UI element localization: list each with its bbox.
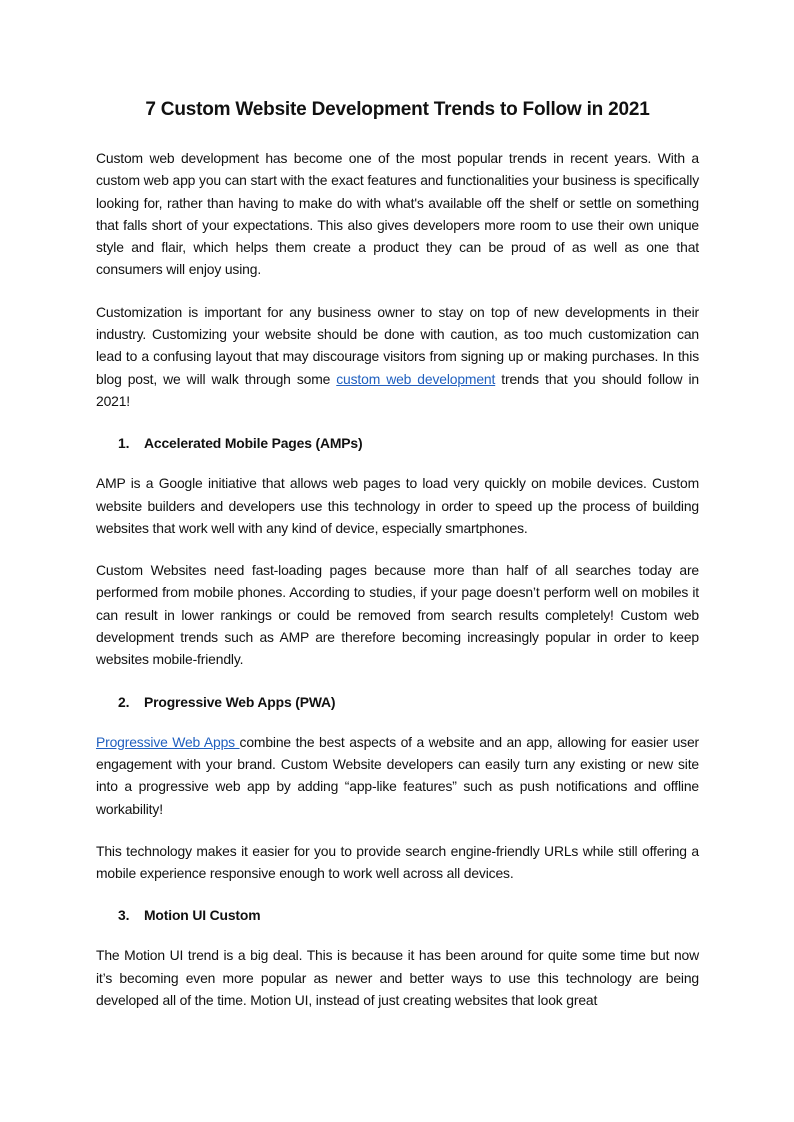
section-heading-motion-ui — [96, 904, 699, 926]
text: Customization is important for any business owner to stay on top of new developments in their industry. Customizing your website should be done with caution, as too much customization can lead to a confusing layout that may discourage visitors from signing up or making purchases. In this blog post, we will walk through some — [96, 303, 699, 387]
section-paragraph: AMP is a Google initiative that allows web pages to load very quickly on mobile devices. Custom website builders and developers use this technology in order to speed up the process of building websites that work well with any kind of device, especially smartphones. — [96, 475, 699, 536]
list-number: 1. — [118, 435, 130, 452]
heading-text: Accelerated Mobile Pages (AMPs) — [144, 435, 363, 452]
heading-text: Progressive Web Apps (PWA) — [144, 693, 336, 710]
section-heading-pwa — [96, 691, 699, 713]
section-paragraph: The Motion UI trend is a big deal. This is because it has been around for quite some time but now it’s becoming even more popular as newer and better ways to use this technology are being developed all of the time. Motion UI, instead of just creating websites that look great — [96, 947, 699, 1009]
document-page — [96, 97, 699, 1031]
section-paragraph — [96, 731, 699, 820]
intro-paragraph-2 — [96, 301, 699, 412]
text: trends that you should follow in 2021! — [96, 370, 699, 409]
text: combine the best aspects of a website and an app, allowing for easier user engagement with your brand. Custom Website developers can easily turn any existing or new site into a progressive web app by adding “app-like features” such as push notifications and offline workability! — [96, 733, 699, 817]
section-paragraph: This technology makes it easier for you to provide search engine-friendly URLs while still offering a mobile experience responsive enough to work well across all devices. — [96, 842, 699, 882]
custom-web-development-link[interactable]: custom web development — [336, 370, 496, 387]
heading-text: Motion UI Custom — [144, 907, 261, 924]
intro-paragraph: Custom web development has become one of the most popular trends in recent years. With a custom web app you can start with the exact features and functionalities your business is specifically looking for, rather than having to make do with what's available off the shelf or settle on something that falls short of your expectations. This also gives developers more room to use their own unique style and flair, which helps them create a product they can be proud of as well as one that consumers will enjoy using. — [96, 150, 699, 278]
progressive-web-apps-link[interactable]: Progressive Web Apps — [96, 733, 240, 750]
section-heading-amp — [96, 432, 699, 454]
list-number: 3. — [118, 907, 130, 924]
document-title: 7 Custom Website Development Trends to Follow in 2021 — [145, 99, 650, 120]
section-paragraph: Custom Websites need fast-loading pages because more than half of all searches today are performed from mobile phones. According to studies, if your page doesn’t perform well on mobiles it can result in lower rankings or could be removed from search results completely! Custom web development trends such as AMP are therefore becoming increasingly popular in order to keep websites mobile-friendly. — [96, 562, 699, 668]
list-number: 2. — [118, 693, 130, 710]
